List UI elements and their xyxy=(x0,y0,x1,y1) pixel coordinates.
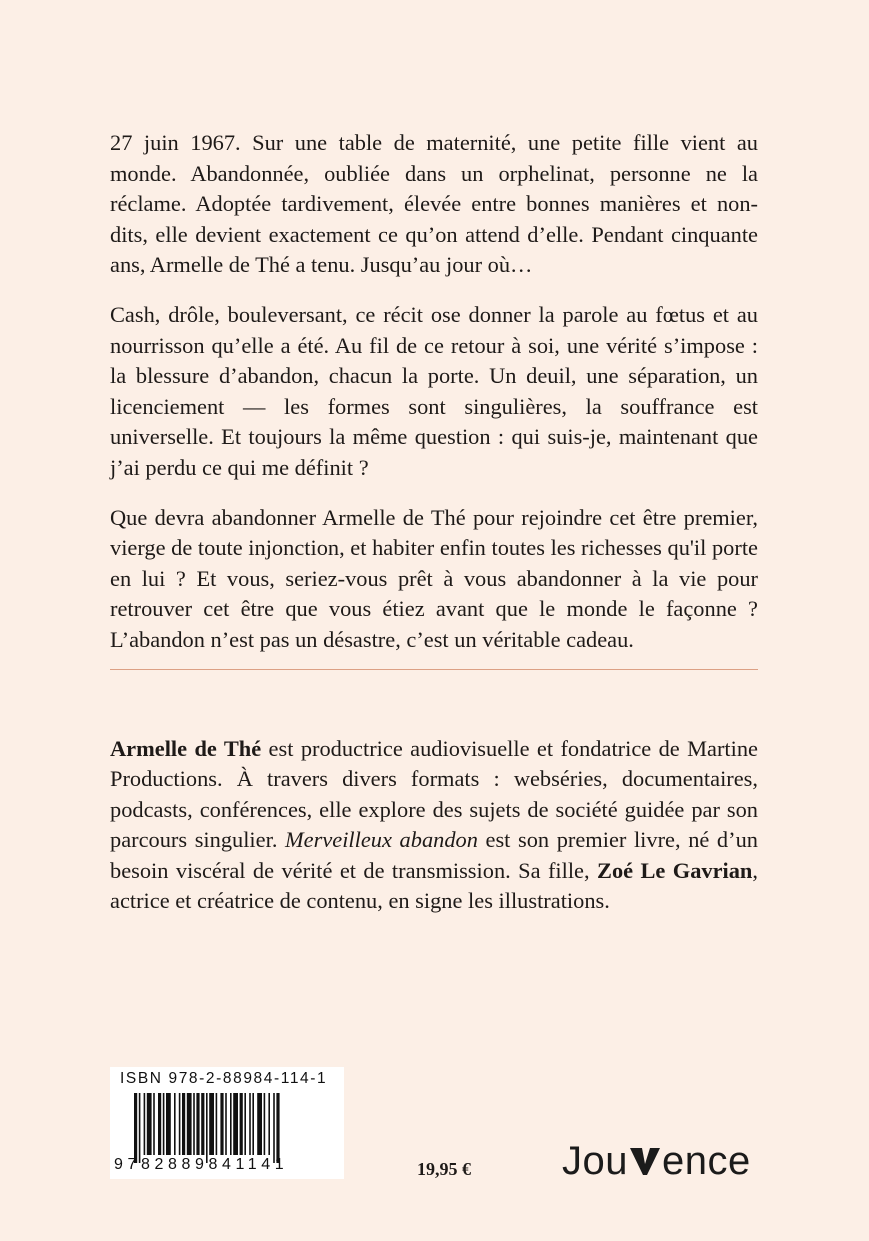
barcode-bar-15 xyxy=(206,1093,208,1163)
barcode-bar-19 xyxy=(225,1093,227,1155)
barcode-bar-12 xyxy=(193,1093,195,1155)
blurb-paragraph-3: Que devra abandonner Armelle de Thé pour rejoindre cet être premier, vierge de toute injonction, et habiter enfin toutes les richesses qu'il porte en lui ? Et vous, seriez-vous prêt à vous abandonner à la vie pour retrouver cet être que vous étiez avant que le monde le façonne ? L’abandon n’est pas un désastre, c’est un véritable cadeau. xyxy=(110,504,758,652)
barcode-bar-25 xyxy=(252,1093,254,1155)
barcode-bar-27 xyxy=(264,1093,266,1155)
barcode-bar-0 xyxy=(134,1093,137,1163)
barcode-bar-26 xyxy=(257,1093,262,1155)
barcode-bar-13 xyxy=(196,1093,199,1155)
barcode-bar-16 xyxy=(209,1093,214,1155)
barcode-bar-4 xyxy=(153,1093,155,1155)
price: 19,95 € xyxy=(417,1159,471,1179)
barcode-bar-23 xyxy=(244,1093,246,1155)
illustrator-name: Zoé Le Gavrian xyxy=(597,857,753,883)
barcode-bar-24 xyxy=(249,1093,251,1155)
section-divider xyxy=(110,669,758,670)
back-cover-text xyxy=(110,128,758,917)
bio-text-2: est son premier livre, né d’un besoin viscéral de vérité et de transmission. Sa fille, xyxy=(110,827,758,883)
logo-text-start: Jou xyxy=(562,1139,628,1183)
isbn-label: ISBN 978-2-88984-114-1 xyxy=(120,1070,328,1087)
barcode-bar-1 xyxy=(139,1093,141,1163)
book-title: Merveilleux abandon xyxy=(285,827,478,853)
barcode-bar-20 xyxy=(230,1093,232,1155)
barcode-bar-22 xyxy=(240,1093,243,1155)
barcode-bar-2 xyxy=(144,1093,146,1155)
publisher-logo xyxy=(562,1139,751,1184)
bio-text-3: , actrice et créatrice de contenu, en signe les illustrations. xyxy=(110,857,758,914)
barcode-bar-8 xyxy=(174,1093,176,1155)
barcode-bar-5 xyxy=(158,1093,161,1155)
logo-text-end: ence xyxy=(662,1139,751,1183)
barcode-bar-28 xyxy=(268,1093,270,1155)
author-name: Armelle de Thé xyxy=(110,735,262,761)
barcode-bar-3 xyxy=(147,1093,152,1155)
blurb-paragraph-2: Cash, drôle, bouleversant, ce récit ose donner la parole au fœtus et au nourrisson qu’elle a été. Au fil de ce retour à soi, une vérité s’impose : la blessure d’abandon, chacun la porte. Un deuil, une séparation, un licenciement — les formes sont singulières, la souffrance est universelle. Et toujours la même question : qui suis-je, maintenant que j’ai perdu ce qui me définit ? xyxy=(110,301,758,480)
barcode-bar-29 xyxy=(273,1093,275,1163)
barcode-bar-17 xyxy=(216,1093,218,1155)
barcode-digits: 9782889841141 xyxy=(114,1156,289,1173)
barcode-bar-30 xyxy=(276,1093,279,1163)
barcode-bar-11 xyxy=(187,1093,192,1155)
barcode-bar-7 xyxy=(166,1093,171,1155)
barcode-bar-14 xyxy=(201,1093,204,1155)
logo-v-icon xyxy=(629,1146,661,1176)
barcode-bar-9 xyxy=(179,1093,181,1155)
barcode-bar-21 xyxy=(233,1093,238,1155)
author-bio xyxy=(110,734,758,918)
barcode-bar-18 xyxy=(220,1093,223,1155)
blurb-paragraph-1: 27 juin 1967. Sur une table de maternité, une petite fille vient au monde. Abandonnée, oubliée dans un orphelinat, personne ne la réclame. Adoptée tardivement, élevée entre bonnes manières et non-dits, elle devient exactement ce qu’on attend d’elle. Pendant cinquante ans, Armelle de Thé a tenu. Jusqu’au jour où… xyxy=(110,130,758,278)
barcode-bar-10 xyxy=(182,1093,185,1155)
barcode-bar-6 xyxy=(163,1093,165,1155)
isbn-barcode xyxy=(110,1067,344,1179)
bio-text-1: est productrice audiovisuelle et fondatrice de Martine Productions. À travers divers formats : webséries, documentaires, podcasts, conférences, elle explore des sujets de société guidée par son parcours singulier. xyxy=(110,735,758,853)
